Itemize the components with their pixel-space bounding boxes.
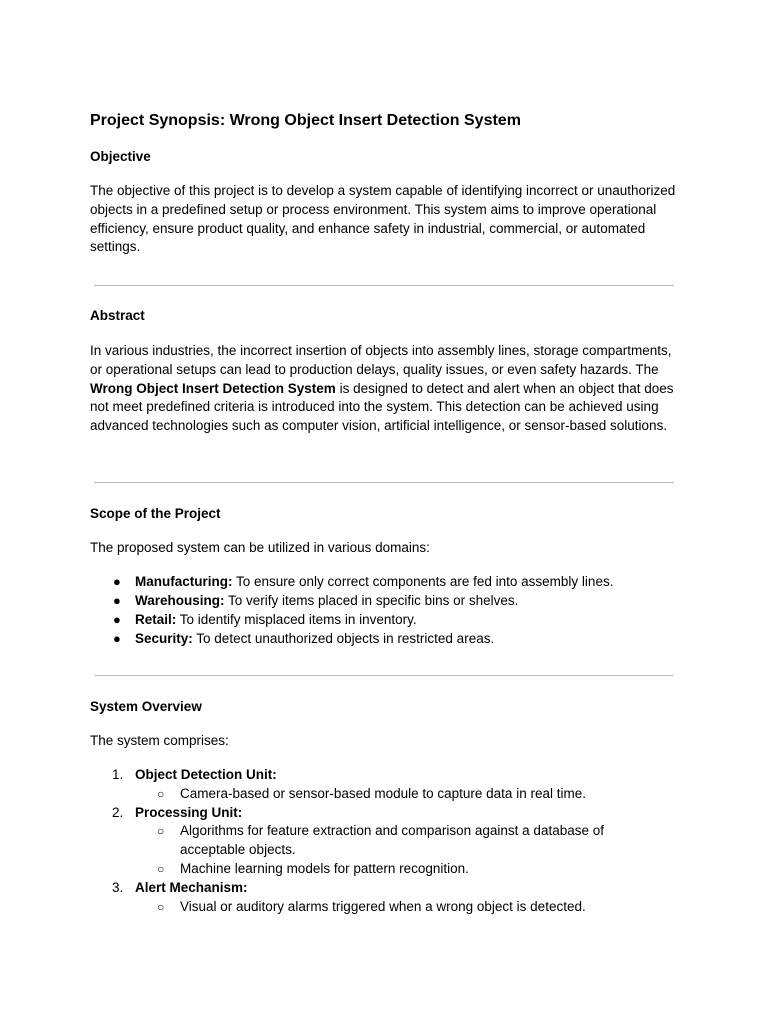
list-item (90, 572, 680, 591)
list-item (135, 860, 630, 879)
abstract-paragraph (90, 342, 680, 436)
scope-item-label: Retail: (135, 612, 177, 627)
section-divider (94, 482, 674, 483)
scope-intro: The proposed system can be utilized in various domains: (90, 540, 430, 555)
list-item (90, 591, 680, 610)
scope-item-label: Manufacturing: (135, 574, 233, 589)
sub-item-text: Camera-based or sensor-based module to capture data in real time. (180, 785, 586, 801)
scope-item-text: To detect unauthorized objects in restricted areas. (192, 631, 495, 646)
step-number: 1. (112, 767, 124, 782)
step-label: Alert Mechanism: (135, 879, 248, 895)
section-divider (94, 285, 674, 286)
overview-steps (90, 766, 680, 916)
abstract-text-start: In various industries, the incorrect insertion of objects into assembly lines, storage compartments, or operational setups can lead to production delays, quality issues, or even safety hazards. The (90, 343, 672, 377)
scope-item-label: Security: (135, 631, 193, 646)
list-item (90, 629, 680, 648)
sub-list (135, 785, 680, 804)
hollow-bullet-icon: ○ (157, 899, 165, 914)
list-item (90, 766, 680, 804)
sub-item-text: Machine learning models for pattern recognition. (180, 860, 469, 876)
objective-heading: Objective (90, 149, 151, 164)
step-number: 3. (112, 879, 124, 895)
scope-item-text: To verify items placed in specific bins or shelves. (224, 593, 519, 608)
scope-list (90, 572, 680, 648)
sub-list (135, 898, 680, 917)
hollow-bullet-icon: ○ (157, 861, 165, 876)
overview-intro: The system comprises: (90, 733, 229, 748)
abstract-heading: Abstract (90, 308, 145, 323)
list-item (135, 898, 630, 917)
sub-item-text: Visual or auditory alarms triggered when a wrong object is detected. (180, 898, 586, 914)
sub-list (135, 822, 680, 878)
step-label: Processing Unit: (135, 804, 243, 820)
scope-item-text: To ensure only correct components are fed into assembly lines. (232, 574, 614, 589)
overview-heading: System Overview (90, 699, 202, 714)
list-item (90, 804, 680, 879)
abstract-text-end: is designed to detect and alert when an object that does not meet predefined criteria is introduced into the system. This detection can be achieved using advanced technologies such as computer vision, artificial intelligence, or sensor-based solutions. (90, 380, 674, 434)
section-divider (94, 675, 674, 676)
abstract-system-name: Wrong Object Insert Detection System (90, 380, 336, 396)
bullet-icon: ● (113, 574, 121, 589)
objective-paragraph: The objective of this project is to develop a system capable of identifying incorrect or unauthorized objects in a predefined setup or process environment. This system aims to improve operational efficiency, ensure product quality, and enhance safety in industrial, commercial, or automated settings. (90, 183, 676, 255)
list-item (90, 610, 680, 629)
hollow-bullet-icon: ○ (157, 786, 165, 801)
list-item (90, 879, 680, 917)
scope-item-label: Warehousing: (135, 593, 225, 608)
scope-heading: Scope of the Project (90, 506, 221, 521)
scope-item-text: To identify misplaced items in inventory. (176, 612, 417, 627)
bullet-icon: ● (113, 612, 121, 627)
step-label: Object Detection Unit: (135, 767, 277, 782)
bullet-icon: ● (113, 631, 121, 646)
step-number: 2. (112, 804, 124, 820)
hollow-bullet-icon: ○ (157, 824, 165, 839)
list-item (135, 822, 630, 860)
document-title: Project Synopsis: Wrong Object Insert Detection System (90, 112, 521, 129)
bullet-icon: ● (113, 593, 121, 608)
sub-item-text: Algorithms for feature extraction and comparison against a database of acceptable objects. (180, 823, 604, 858)
list-item (135, 785, 630, 804)
